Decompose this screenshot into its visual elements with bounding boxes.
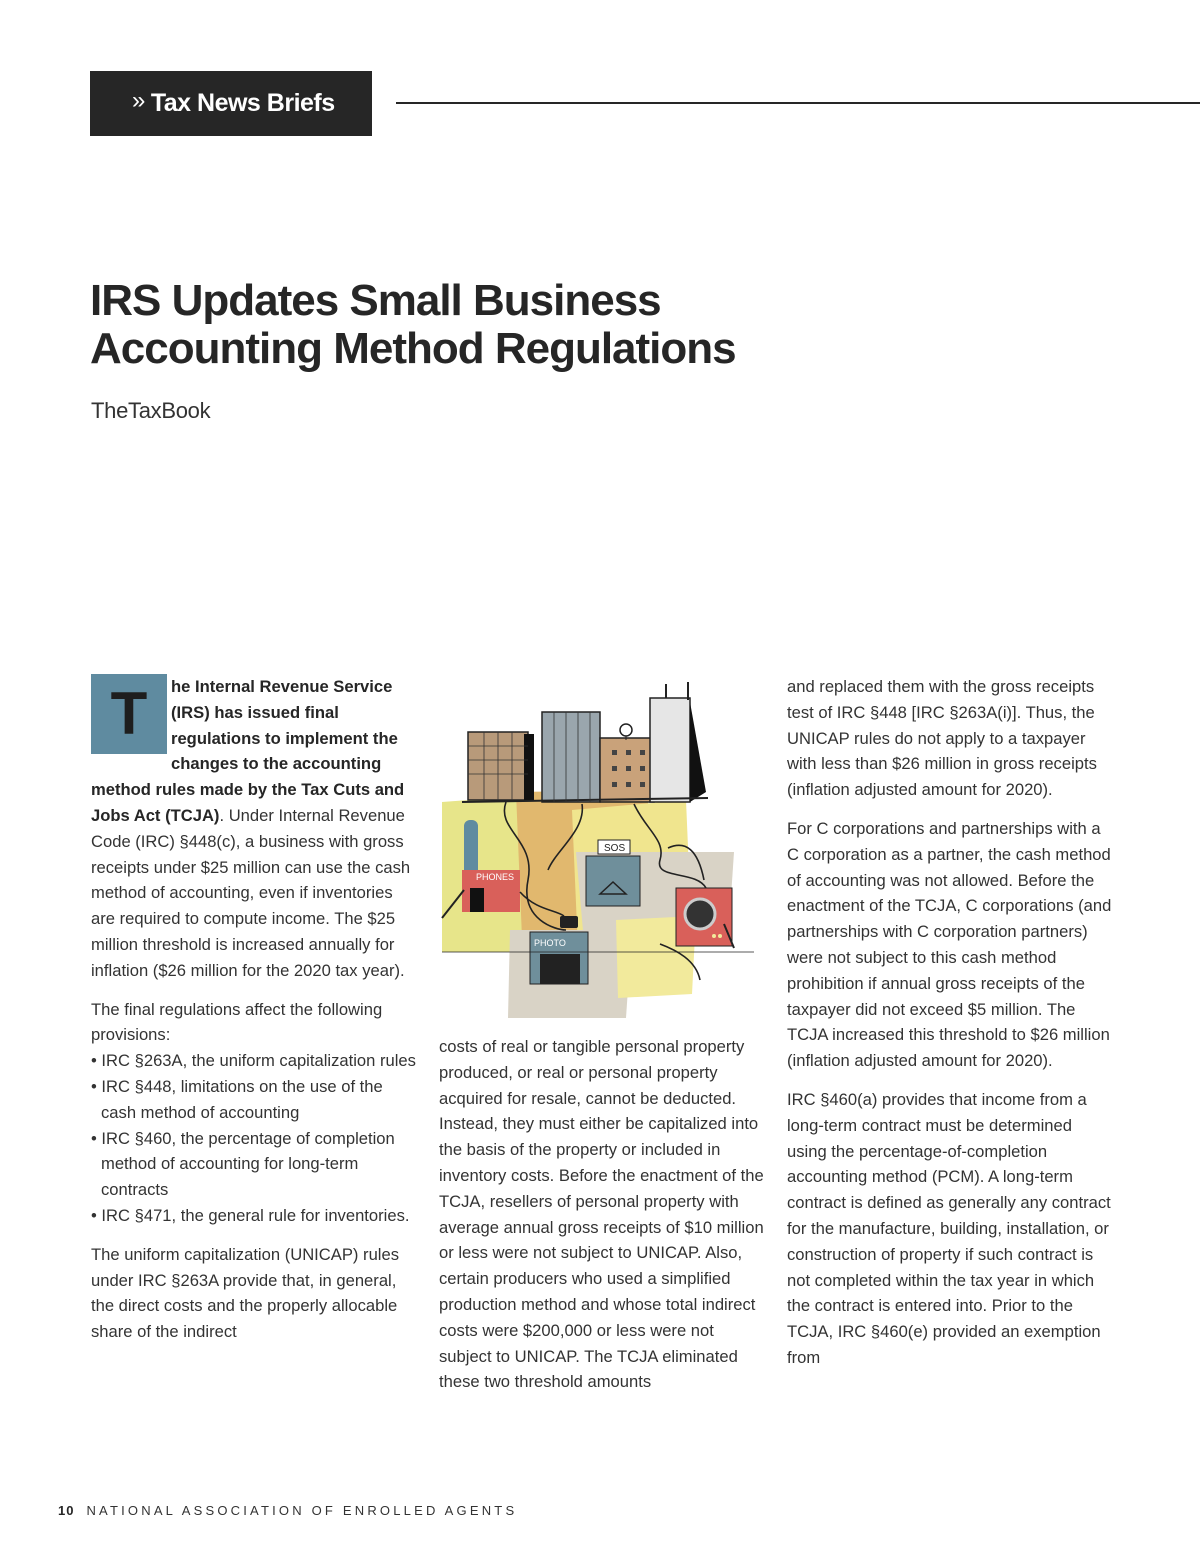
- chevron-icon: »: [132, 86, 145, 114]
- sos-sign: SOS: [604, 843, 626, 854]
- lead-text: he Internal Revenue Service (IRS) has issued final regulations to implement the changes to the accounting method rules made by the Tax Cuts and Jobs Act (TCJA): [91, 677, 405, 825]
- photo-sign: PHOTO: [534, 938, 566, 948]
- drop-cap: T: [91, 674, 167, 754]
- byline: TheTaxBook: [91, 398, 211, 423]
- list-item: • IRC §448, limitations on the use of the cash method of accounting: [91, 1076, 383, 1122]
- paragraph-col3-1: and replaced them with the gross receipts test of IRC §448 [IRC §263A(i)]. Thus, the UNICAP rules do not apply to a taxpayer with less than $26 million in gross receipts (inflation adjusted amount for 2020).: [787, 677, 1097, 800]
- column-1: [91, 674, 416, 1358]
- paragraph-1: [91, 674, 416, 984]
- phones-sign: PHONES: [476, 872, 515, 882]
- publication-name: NATIONAL ASSOCIATION OF ENROLLED AGENTS: [86, 1503, 518, 1518]
- section-tag: [90, 71, 372, 136]
- list-item: • IRC §263A, the uniform capitalization rules: [91, 1051, 416, 1071]
- column-2: [439, 1034, 764, 1408]
- title-line-2: Accounting Method Regulations: [90, 324, 736, 373]
- column-3: [787, 674, 1112, 1384]
- header-rule: [396, 102, 1200, 104]
- paragraph-col3-3: IRC §460(a) provides that income from a long-term contract must be determined using the percentage-of-completion accounting method (PCM). A long-term contract is defined as generally any contract for the manufacture, building, installation, or construction of property if such contract is not completed within the tax year in which the contract is entered into. Prior to the TCJA, IRC §460(e) provided an exemption from: [787, 1089, 1111, 1367]
- list-item: • IRC §460, the percentage of completion method of accounting for long-term contracts: [91, 1128, 395, 1200]
- paragraph-3: The uniform capitalization (UNICAP) rules under IRC §263A provide that, in general, the direct costs and the properly allocable share of the indirect: [91, 1244, 400, 1342]
- paragraph-col3-2: For C corporations and partnerships with a C corporation as a partner, the cash method of accounting was not allowed. Before the enactment of the TCJA, C corporations (and partnerships with C corporation partners) were not subject to this cash method prohibition if annual gross receipts of the taxpayer did not exceed $5 million. The TCJA increased this threshold to $26 million (inflation adjusted amount for 2020).: [787, 818, 1112, 1071]
- article-title: [90, 277, 850, 373]
- paragraph-2: The final regulations affect the following provisions:: [91, 999, 383, 1045]
- section-label: Tax News Briefs: [150, 89, 335, 117]
- page-number: 10: [58, 1503, 75, 1518]
- page-footer: [58, 1503, 517, 1518]
- paragraph-col2: costs of real or tangible personal property produced, or real or personal property acquired for resale, cannot be deducted. Instead, they must either be capitalized into the basis of the property or included in inventory costs. Before the enactment of the TCJA, resellers of personal property with average annual gross receipts of $10 million or less were not subject to UNICAP. Also, certain producers who used a simplified production method and whose total indirect costs were $200,000 or less were not subject to UNICAP. The TCJA eliminated these two threshold amounts: [439, 1037, 764, 1392]
- city-illustration: [436, 680, 756, 1020]
- title-line-1: IRS Updates Small Business: [90, 276, 661, 325]
- paragraph-1-rest: . Under Internal Revenue Code (IRC) §448(c), a business with gross receipts under $25 million can use the cash method of accounting, even if inventories are required to compute income. The $25 million threshold is increased annually for inflation ($26 million for the 2020 tax year).: [91, 805, 411, 980]
- list-item: • IRC §471, the general rule for inventories.: [91, 1205, 410, 1225]
- provisions-list: [91, 1048, 416, 1229]
